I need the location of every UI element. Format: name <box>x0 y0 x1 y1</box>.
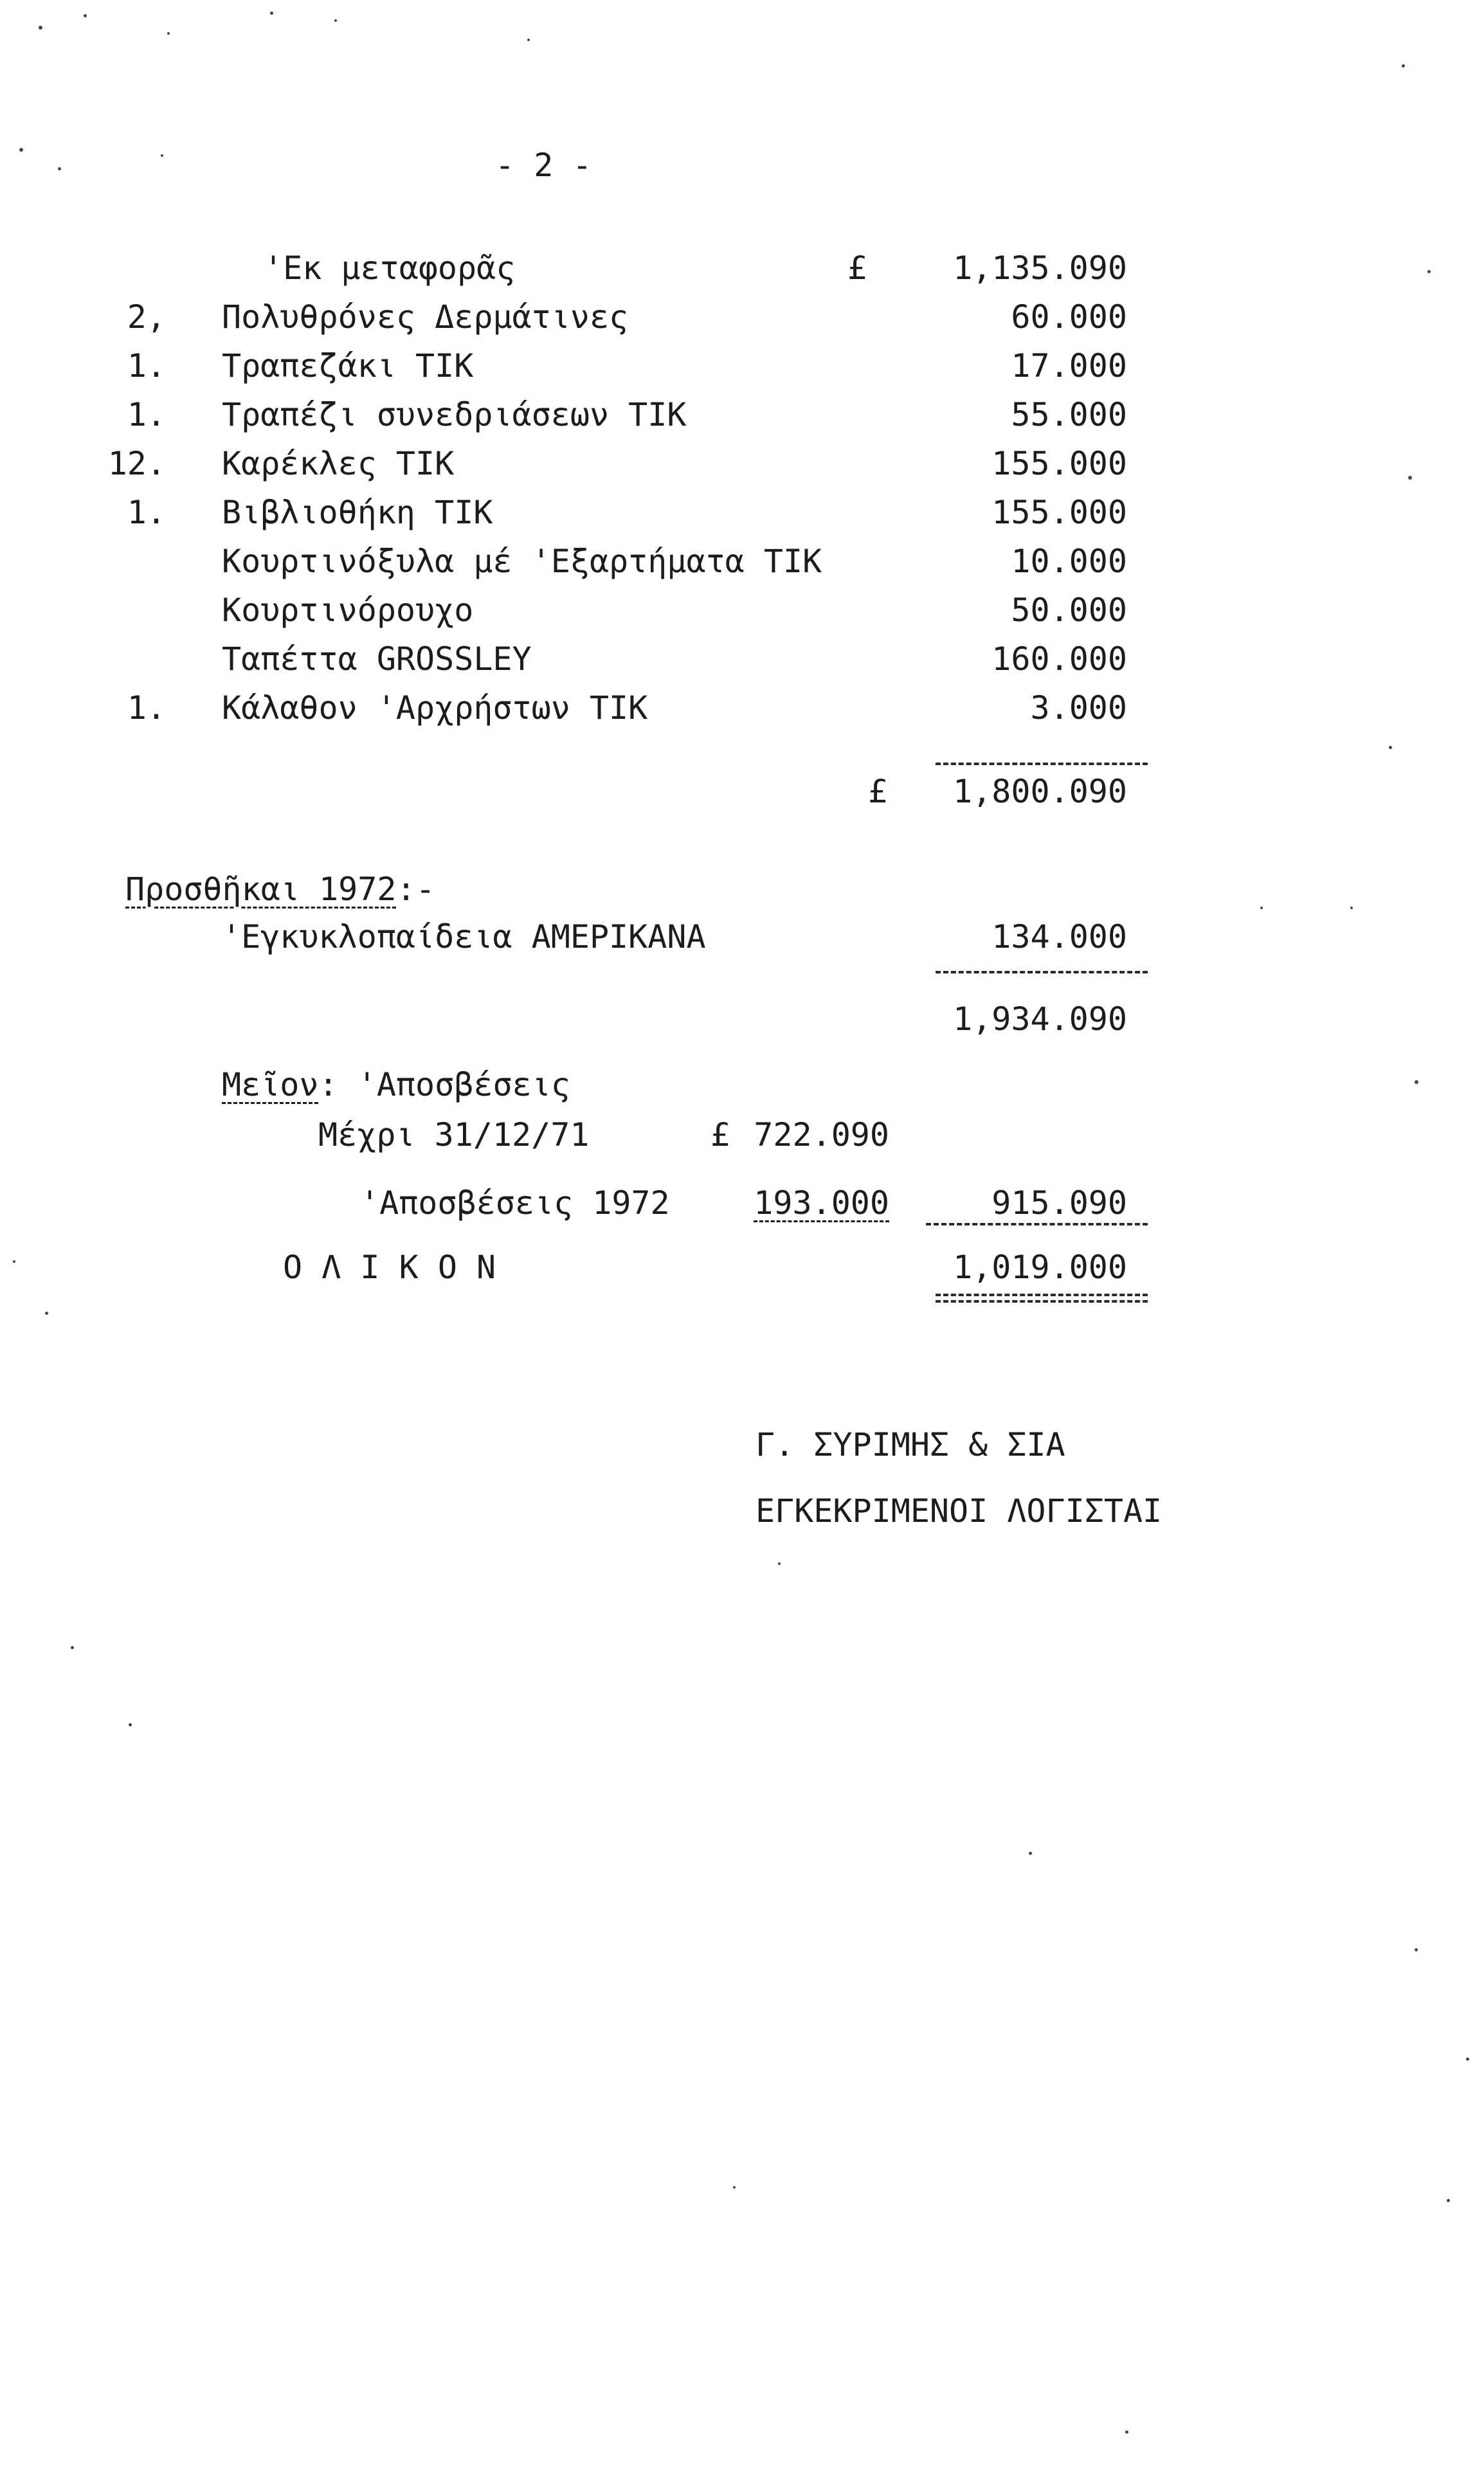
item-qty: 1. <box>127 347 166 384</box>
page-number: - 2 - <box>495 147 592 184</box>
less-until-amount: 722.090 <box>754 1116 889 1153</box>
carried-forward-label: 'Εκ μεταφορᾶς <box>264 249 516 287</box>
carried-forward-currency: £ <box>847 249 867 287</box>
item-description: Βιβλιοθήκη ΤΙΚ <box>222 494 493 531</box>
signature-firm: Γ. ΣΥΡΙΜΗΣ & ΣΙΑ <box>756 1426 1065 1463</box>
item-amount: 50.000 <box>1011 592 1127 629</box>
item-amount: 10.000 <box>1011 543 1127 580</box>
less-until-currency: £ <box>710 1116 730 1153</box>
additions-total: 1,934.090 <box>953 1000 1127 1038</box>
item-amount: 60.000 <box>1011 298 1127 336</box>
additions-heading-text: Προσθῆκαι 1972 <box>125 871 397 908</box>
item-amount: 160.000 <box>991 640 1127 678</box>
less-heading-text: Μεῖον <box>222 1066 319 1103</box>
depreciation-label: 'Αποσβέσεις 1972 <box>360 1184 670 1222</box>
additions-amount: 134.000 <box>991 918 1127 955</box>
item-amount: 3.000 <box>1030 689 1127 727</box>
item-amount: 155.000 <box>991 445 1127 482</box>
item-qty: 1. <box>127 396 166 433</box>
less-total: 915.090 <box>991 1184 1127 1222</box>
item-amount: 17.000 <box>1011 347 1127 384</box>
item-amount: 155.000 <box>991 494 1127 531</box>
item-description: Κάλαθον 'Αρχρήστων ΤΙΚ <box>222 689 648 727</box>
additions-description: 'Εγκυκλοπαίδεια ΑΜΕΡΙΚΑΝΑ <box>222 918 706 955</box>
item-description: Τραπέζι συνεδριάσεων ΤΙΚ <box>222 396 687 433</box>
item-qty: 1. <box>127 689 166 727</box>
net-label: Ο Λ Ι Κ Ο Ν <box>283 1249 496 1286</box>
additions-heading <box>125 871 435 908</box>
net-amount: 1,019.000 <box>953 1249 1127 1286</box>
less-total-rule <box>926 1223 1148 1225</box>
less-until-label: Μέχρι 31/12/71 <box>318 1116 590 1153</box>
less-heading <box>222 1066 570 1103</box>
signature-title: ΕΓΚΕΚΡΙΜΕΝΟΙ ΛΟΓΙΣΤΑΙ <box>756 1492 1163 1530</box>
item-qty: 1. <box>127 494 166 531</box>
item-description: Καρέκλες ΤΙΚ <box>222 445 455 482</box>
less-heading-suffix: : 'Αποσβέσεις <box>318 1066 570 1103</box>
subtotal-rule <box>936 763 1148 765</box>
item-description: Τραπεζάκι ΤΙΚ <box>222 347 474 384</box>
item-qty: 12. <box>107 445 166 482</box>
carried-forward-amount: 1,135.090 <box>953 249 1127 287</box>
additions-heading-suffix: :- <box>396 871 435 908</box>
depreciation-amount: 193.000 <box>754 1184 889 1222</box>
item-description: Πολυθρόνες Δερμάτινες <box>222 298 629 336</box>
subtotal-currency: £ <box>868 773 888 810</box>
item-qty: 2, <box>127 298 166 336</box>
item-description: Κουρτινόρουχο <box>222 592 474 629</box>
subtotal-amount: 1,800.090 <box>953 773 1127 810</box>
item-description: Κουρτινόξυλα μέ 'Εξαρτήματα ΤΙΚ <box>222 543 822 580</box>
item-description: Ταπέττα GROSSLEY <box>222 640 532 678</box>
additions-rule <box>936 971 1148 973</box>
net-double-rule <box>936 1294 1148 1303</box>
item-amount: 55.000 <box>1011 396 1127 433</box>
